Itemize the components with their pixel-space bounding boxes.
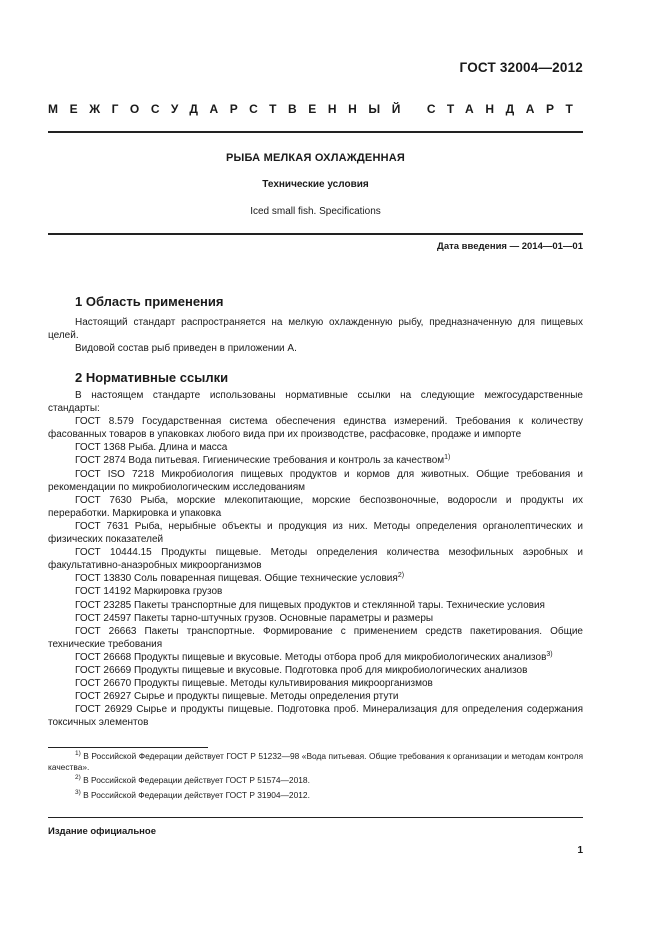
reference-item: ГОСТ ISO 7218 Микробиология пищевых продуктов и кормов для животных. Общие требования и рекомендации по микробиологическим исследованиям (48, 468, 583, 493)
standard-number: ГОСТ 32004—2012 (459, 60, 583, 75)
reference-item: ГОСТ 23285 Пакеты транспортные для пищевых продуктов и стеклянной тары. Технические условия (75, 599, 545, 611)
reference-item: ГОСТ 26929 Сырье и продукты пищевые. Подготовка проб. Минерализация для определения содержания токсичных элементов (48, 704, 583, 729)
official-edition-label: Издание официальное (48, 826, 156, 837)
section-1-body (48, 316, 583, 355)
footnote-separator (48, 747, 208, 748)
introduction-date: Дата введения — 2014—01—01 (437, 241, 583, 252)
section-2-heading: 2 Нормативные ссылки (75, 370, 229, 385)
header-divider (48, 131, 583, 133)
reference-item: ГОСТ 24597 Пакеты тарно-штучных грузов. Основные параметры и размеры (75, 612, 434, 624)
paragraph: Видовой состав рыб приведен в приложении А. (75, 343, 297, 355)
reference-item: ГОСТ 7630 Рыба, морские млекопитающие, морские беспозвоночные, водоросли и продукты их переработки. Маркировка и упаковка (48, 494, 583, 519)
reference-item: ГОСТ 26663 Пакеты транспортные. Формирование с применением средств пакетирования. Общие технические требования (48, 625, 583, 650)
reference-item: ГОСТ 13830 Соль поваренная пищевая. Общие технические условия$^{2)}$ (75, 572, 405, 585)
english-title: Iced small fish. Specifications (250, 206, 381, 217)
reference-item: ГОСТ 26668 Продукты пищевые и вкусовые. Методы отбора проб для микробиологических анализов$^{3)}$ (75, 650, 553, 663)
reference-item: ГОСТ 26670 Продукты пищевые. Методы культивирования микроорганизмов (75, 678, 433, 690)
reference-item: ГОСТ 10444.15 Продукты пищевые. Методы определения количества мезофильных аэробных и факультативно-анаэробных микроорганизмов (48, 547, 583, 572)
reference-item: ГОСТ 14192 Маркировка грузов (75, 586, 223, 598)
reference-item: ГОСТ 26927 Сырье и продукты пищевые. Методы определения ртути (75, 691, 399, 703)
reference-item: ГОСТ 2874 Вода питьевая. Гигиенические требования и контроль за качеством$^{1)}$ (75, 454, 451, 467)
paragraph: В настоящем стандарте использованы нормативные ссылки на следующие межгосударственные стандарты: (48, 390, 583, 415)
paragraph: Настоящий стандарт распространяется на мелкую охлажденную рыбу, предназначенную для пищевых целей. (48, 317, 583, 342)
document-subtitle: Технические условия (262, 179, 369, 190)
reference-item: ГОСТ 1368 Рыба. Длина и масса (75, 442, 228, 454)
footnote-3: $^{3)}$ В Российской Федерации действует ГОСТ Р 31904—2012. (75, 789, 310, 800)
reference-item: ГОСТ 7631 Рыба, нерыбные объекты и продукция из них. Методы определения органолептических и физических показателей (48, 520, 583, 546)
page-number: 1 (577, 845, 583, 856)
footer-divider (48, 817, 583, 818)
footnote-1: $^{1)}$ В Российской Федерации действует ГОСТ Р 51232—98 «Вода питьевая. Общие требования к организации и методам контроля качества». (48, 750, 583, 772)
reference-item: ГОСТ 26669 Продукты пищевые и вкусовые. Подготовка проб для микробиологических анализов (75, 664, 528, 676)
section-2-body (48, 389, 583, 729)
document-title: РЫБА МЕЛКАЯ ОХЛАЖДЕННАЯ (225, 152, 406, 164)
section-1-heading: 1 Область применения (75, 294, 224, 309)
title-divider (48, 233, 583, 235)
footnote-2: $^{2)}$ В Российской Федерации действует ГОСТ Р 51574—2018. (75, 774, 310, 785)
interstate-standard-label: МЕЖГОСУДАРСТВЕННЫЙ СТАНДАРТ (48, 102, 585, 116)
reference-item: ГОСТ 8.579 Государственная система обеспечения единства измерений. Требования к количеству фасованных товаров в упаковках любого вида при их производстве, расфасовке, продаже и импорте (48, 416, 583, 441)
